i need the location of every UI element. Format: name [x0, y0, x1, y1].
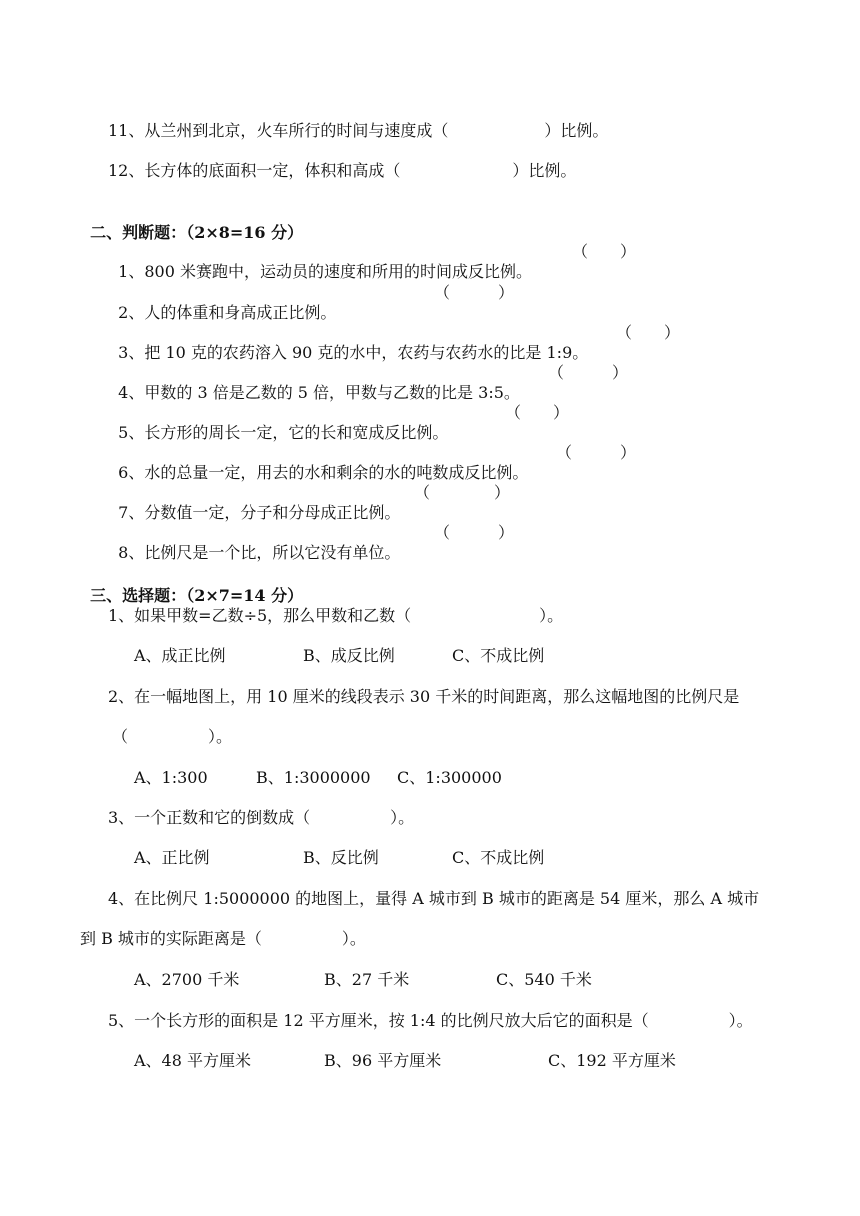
option-c: C、192 平方厘米 [548, 1051, 676, 1070]
option-b: B、27 千米 [324, 970, 410, 989]
fill-question-11: 11、从兰州到北京，火车所行的时间与速度成（ ）比例。 [108, 121, 609, 140]
judge-item-2 [108, 283, 336, 323]
choice-question-2-cont: （ ）。 [112, 727, 233, 746]
judge-text: 2、人的体重和身高成正比例。 [118, 303, 337, 322]
section-heading-choice [80, 566, 303, 606]
option-c: C、540 千米 [496, 970, 592, 989]
option-b: B、反比例 [303, 848, 379, 867]
judge-item-3 [108, 323, 588, 363]
option-c: C、不成比例 [452, 646, 545, 665]
option-b: B、1:3000000 [256, 768, 371, 787]
judge-text: 8、比例尺是一个比，所以它没有单位。 [118, 543, 401, 562]
option-c: C、1:300000 [397, 768, 502, 787]
section-score: （2×7=14 分） [186, 586, 304, 605]
option-c: C、不成比例 [452, 848, 545, 867]
section-title: 二、判断题： [90, 223, 187, 242]
judge-item-5 [108, 403, 448, 443]
judge-text: 4、甲数的 3 倍是乙数的 5 倍，甲数与乙数的比是 3:5。 [118, 383, 520, 402]
judge-text: 5、长方形的周长一定，它的长和宽成反比例。 [118, 423, 449, 442]
choice-question-4-cont: 到 B 城市的实际距离是（ ）。 [80, 929, 366, 948]
judge-item-4 [108, 363, 520, 403]
choice-question-1: 1、如果甲数=乙数÷5，那么甲数和乙数（ ）。 [108, 606, 564, 625]
choice-question-5: 5、一个长方形的面积是 12 平方厘米，按 1:4 的比例尺放大后它的面积是（ ）。 [108, 1011, 753, 1030]
section-heading-judgement [80, 203, 303, 243]
option-a: A、1:300 [134, 768, 208, 787]
choice-question-3: 3、一个正数和它的倒数成（ ）。 [108, 808, 415, 827]
judge-item-7 [108, 483, 400, 523]
judge-text: 1、800 米赛跑中，运动员的速度和所用的时间成反比例。 [118, 262, 532, 281]
answer-bracket: （ ） [548, 363, 629, 382]
option-a: A、正比例 [134, 848, 210, 867]
option-a: A、成正比例 [134, 646, 226, 665]
answer-bracket: （ ） [414, 483, 511, 502]
answer-bracket: （ ） [505, 403, 570, 422]
option-b: B、成反比例 [303, 646, 395, 665]
option-a: A、48 平方厘米 [134, 1051, 252, 1070]
answer-bracket: （ ） [434, 523, 515, 542]
option-b: B、96 平方厘米 [324, 1051, 442, 1070]
answer-bracket: （ ） [616, 323, 681, 342]
fill-question-12: 12、长方体的底面积一定，体积和高成（ ）比例。 [108, 161, 577, 180]
section-title: 三、选择题： [90, 586, 187, 605]
judge-text: 7、分数值一定，分子和分母成正比例。 [118, 503, 401, 522]
judge-item-8 [108, 523, 400, 563]
option-a: A、2700 千米 [134, 970, 240, 989]
judge-text: 6、水的总量一定，用去的水和剩余的水的吨数成反比例。 [118, 463, 529, 482]
judge-item-1 [108, 242, 532, 282]
choice-question-2: 2、在一幅地图上，用 10 厘米的线段表示 30 千米的时间距离，那么这幅地图的比例尺是 [108, 687, 740, 706]
judge-item-6 [108, 443, 528, 483]
judge-text: 3、把 10 克的农药溶入 90 克的水中，农药与农药水的比是 1:9。 [118, 343, 589, 362]
answer-bracket: （ ） [434, 283, 515, 302]
answer-bracket: （ ） [572, 242, 637, 261]
section-score: （2×8=16 分） [186, 223, 304, 242]
choice-question-4: 4、在比例尺 1:5000000 的地图上，量得 A 城市到 B 城市的距离是 54 厘米，那么 A 城市 [108, 889, 760, 908]
answer-bracket: （ ） [556, 443, 637, 462]
